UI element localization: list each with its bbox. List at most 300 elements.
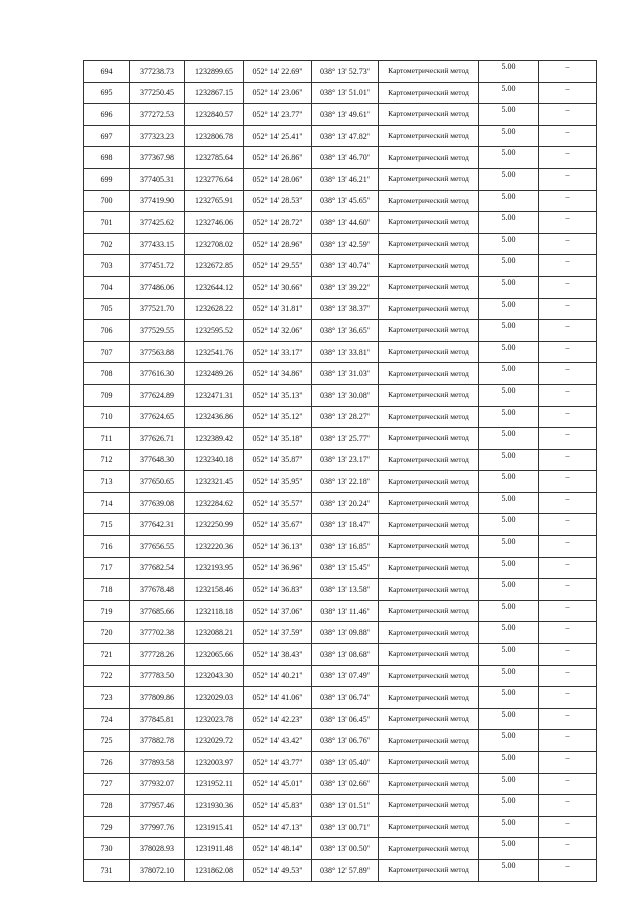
y-coordinate-cell: 1232867.15 bbox=[185, 82, 244, 104]
x-coordinate-cell: 377529.55 bbox=[130, 320, 185, 342]
accuracy-cell: 5.00 bbox=[479, 579, 539, 601]
y-coordinate-cell: 1232628.22 bbox=[185, 298, 244, 320]
method-cell: Картометрический метод bbox=[379, 449, 479, 471]
x-coordinate-cell: 377425.62 bbox=[130, 212, 185, 234]
accuracy-cell: 5.00 bbox=[479, 816, 539, 838]
table-row bbox=[84, 276, 597, 298]
note-cell: – bbox=[539, 320, 597, 342]
latitude-cell: 052° 14' 41.06" bbox=[244, 687, 312, 709]
note-cell: – bbox=[539, 276, 597, 298]
note-cell: – bbox=[539, 384, 597, 406]
x-coordinate-cell: 377323.23 bbox=[130, 125, 185, 147]
note-cell: – bbox=[539, 341, 597, 363]
x-coordinate-cell: 378028.93 bbox=[130, 838, 185, 860]
longitude-cell: 038° 13' 30.08" bbox=[312, 384, 379, 406]
accuracy-cell: 5.00 bbox=[479, 795, 539, 817]
method-cell: Картометрический метод bbox=[379, 708, 479, 730]
method-cell: Картометрический метод bbox=[379, 730, 479, 752]
note-cell: – bbox=[539, 104, 597, 126]
x-coordinate-cell: 378072.10 bbox=[130, 859, 185, 881]
y-coordinate-cell: 1231911.48 bbox=[185, 838, 244, 860]
method-cell: Картометрический метод bbox=[379, 168, 479, 190]
note-cell: – bbox=[539, 816, 597, 838]
accuracy-cell: 5.00 bbox=[479, 557, 539, 579]
longitude-cell: 038° 13' 01.51" bbox=[312, 795, 379, 817]
method-cell: Картометрический метод bbox=[379, 795, 479, 817]
table-row bbox=[84, 428, 597, 450]
note-cell: – bbox=[539, 449, 597, 471]
coordinates-table bbox=[83, 60, 597, 882]
note-cell: – bbox=[539, 708, 597, 730]
latitude-cell: 052° 14' 28.72" bbox=[244, 212, 312, 234]
longitude-cell: 038° 13' 52.73" bbox=[312, 61, 379, 83]
y-coordinate-cell: 1232489.26 bbox=[185, 363, 244, 385]
x-coordinate-cell: 377250.45 bbox=[130, 82, 185, 104]
method-cell: Картометрический метод bbox=[379, 212, 479, 234]
method-cell: Картометрический метод bbox=[379, 298, 479, 320]
x-coordinate-cell: 377616.30 bbox=[130, 363, 185, 385]
latitude-cell: 052° 14' 26.86" bbox=[244, 147, 312, 169]
point-number-cell: 711 bbox=[84, 428, 130, 450]
accuracy-cell: 5.00 bbox=[479, 341, 539, 363]
method-cell: Картометрический метод bbox=[379, 600, 479, 622]
table-row bbox=[84, 838, 597, 860]
x-coordinate-cell: 377957.46 bbox=[130, 795, 185, 817]
longitude-cell: 038° 13' 51.01" bbox=[312, 82, 379, 104]
accuracy-cell: 5.00 bbox=[479, 61, 539, 83]
x-coordinate-cell: 377656.55 bbox=[130, 536, 185, 558]
table-row bbox=[84, 168, 597, 190]
x-coordinate-cell: 377639.08 bbox=[130, 492, 185, 514]
table-row bbox=[84, 687, 597, 709]
y-coordinate-cell: 1232541.76 bbox=[185, 341, 244, 363]
accuracy-cell: 5.00 bbox=[479, 644, 539, 666]
table-row bbox=[84, 384, 597, 406]
longitude-cell: 038° 13' 36.65" bbox=[312, 320, 379, 342]
x-coordinate-cell: 377845.81 bbox=[130, 708, 185, 730]
point-number-cell: 728 bbox=[84, 795, 130, 817]
method-cell: Картометрический метод bbox=[379, 514, 479, 536]
accuracy-cell: 5.00 bbox=[479, 190, 539, 212]
method-cell: Картометрический метод bbox=[379, 82, 479, 104]
note-cell: – bbox=[539, 752, 597, 774]
latitude-cell: 052° 14' 36.96" bbox=[244, 557, 312, 579]
y-coordinate-cell: 1232043.30 bbox=[185, 665, 244, 687]
note-cell: – bbox=[539, 61, 597, 83]
longitude-cell: 038° 13' 25.77" bbox=[312, 428, 379, 450]
table-row bbox=[84, 363, 597, 385]
point-number-cell: 697 bbox=[84, 125, 130, 147]
note-cell: – bbox=[539, 492, 597, 514]
y-coordinate-cell: 1232746.06 bbox=[185, 212, 244, 234]
point-number-cell: 700 bbox=[84, 190, 130, 212]
table-row bbox=[84, 536, 597, 558]
longitude-cell: 038° 13' 20.24" bbox=[312, 492, 379, 514]
table-row bbox=[84, 622, 597, 644]
x-coordinate-cell: 377650.65 bbox=[130, 471, 185, 493]
longitude-cell: 038° 13' 39.22" bbox=[312, 276, 379, 298]
accuracy-cell: 5.00 bbox=[479, 708, 539, 730]
longitude-cell: 038° 13' 47.82" bbox=[312, 125, 379, 147]
longitude-cell: 038° 13' 42.59" bbox=[312, 233, 379, 255]
point-number-cell: 696 bbox=[84, 104, 130, 126]
accuracy-cell: 5.00 bbox=[479, 363, 539, 385]
longitude-cell: 038° 13' 23.17" bbox=[312, 449, 379, 471]
note-cell: – bbox=[539, 687, 597, 709]
method-cell: Картометрический метод bbox=[379, 320, 479, 342]
y-coordinate-cell: 1232389.42 bbox=[185, 428, 244, 450]
note-cell: – bbox=[539, 406, 597, 428]
longitude-cell: 038° 13' 45.65" bbox=[312, 190, 379, 212]
table-row bbox=[84, 406, 597, 428]
method-cell: Картометрический метод bbox=[379, 536, 479, 558]
accuracy-cell: 5.00 bbox=[479, 320, 539, 342]
point-number-cell: 703 bbox=[84, 255, 130, 277]
longitude-cell: 038° 13' 46.70" bbox=[312, 147, 379, 169]
latitude-cell: 052° 14' 45.01" bbox=[244, 773, 312, 795]
method-cell: Картометрический метод bbox=[379, 147, 479, 169]
note-cell: – bbox=[539, 428, 597, 450]
accuracy-cell: 5.00 bbox=[479, 168, 539, 190]
method-cell: Картометрический метод bbox=[379, 406, 479, 428]
table-row bbox=[84, 600, 597, 622]
method-cell: Картометрический метод bbox=[379, 255, 479, 277]
table-row bbox=[84, 644, 597, 666]
note-cell: – bbox=[539, 773, 597, 795]
table-row bbox=[84, 104, 597, 126]
point-number-cell: 709 bbox=[84, 384, 130, 406]
x-coordinate-cell: 377783.50 bbox=[130, 665, 185, 687]
note-cell: – bbox=[539, 471, 597, 493]
table-row bbox=[84, 82, 597, 104]
y-coordinate-cell: 1232672.85 bbox=[185, 255, 244, 277]
longitude-cell: 038° 13' 38.37" bbox=[312, 298, 379, 320]
note-cell: – bbox=[539, 579, 597, 601]
accuracy-cell: 5.00 bbox=[479, 147, 539, 169]
x-coordinate-cell: 377648.30 bbox=[130, 449, 185, 471]
latitude-cell: 052° 14' 35.13" bbox=[244, 384, 312, 406]
y-coordinate-cell: 1232785.64 bbox=[185, 147, 244, 169]
y-coordinate-cell: 1232284.62 bbox=[185, 492, 244, 514]
note-cell: – bbox=[539, 125, 597, 147]
table-row bbox=[84, 190, 597, 212]
accuracy-cell: 5.00 bbox=[479, 255, 539, 277]
method-cell: Картометрический метод bbox=[379, 859, 479, 881]
longitude-cell: 038° 13' 11.46" bbox=[312, 600, 379, 622]
latitude-cell: 052° 14' 34.86" bbox=[244, 363, 312, 385]
longitude-cell: 038° 13' 00.71" bbox=[312, 816, 379, 838]
point-number-cell: 721 bbox=[84, 644, 130, 666]
longitude-cell: 038° 13' 06.45" bbox=[312, 708, 379, 730]
latitude-cell: 052° 14' 47.13" bbox=[244, 816, 312, 838]
method-cell: Картометрический метод bbox=[379, 687, 479, 709]
accuracy-cell: 5.00 bbox=[479, 82, 539, 104]
point-number-cell: 694 bbox=[84, 61, 130, 83]
table-row bbox=[84, 773, 597, 795]
note-cell: – bbox=[539, 557, 597, 579]
method-cell: Картометрический метод bbox=[379, 104, 479, 126]
note-cell: – bbox=[539, 622, 597, 644]
method-cell: Картометрический метод bbox=[379, 492, 479, 514]
method-cell: Картометрический метод bbox=[379, 838, 479, 860]
note-cell: – bbox=[539, 212, 597, 234]
method-cell: Картометрический метод bbox=[379, 341, 479, 363]
table-body bbox=[84, 61, 597, 882]
note-cell: – bbox=[539, 168, 597, 190]
method-cell: Картометрический метод bbox=[379, 61, 479, 83]
y-coordinate-cell: 1232708.02 bbox=[185, 233, 244, 255]
latitude-cell: 052° 14' 35.18" bbox=[244, 428, 312, 450]
accuracy-cell: 5.00 bbox=[479, 730, 539, 752]
accuracy-cell: 5.00 bbox=[479, 471, 539, 493]
point-number-cell: 706 bbox=[84, 320, 130, 342]
y-coordinate-cell: 1232436.86 bbox=[185, 406, 244, 428]
longitude-cell: 038° 13' 40.74" bbox=[312, 255, 379, 277]
method-cell: Картометрический метод bbox=[379, 644, 479, 666]
longitude-cell: 038° 13' 13.58" bbox=[312, 579, 379, 601]
accuracy-cell: 5.00 bbox=[479, 298, 539, 320]
y-coordinate-cell: 1231930.36 bbox=[185, 795, 244, 817]
point-number-cell: 722 bbox=[84, 665, 130, 687]
table-row bbox=[84, 859, 597, 881]
note-cell: – bbox=[539, 600, 597, 622]
x-coordinate-cell: 377702.38 bbox=[130, 622, 185, 644]
method-cell: Картометрический метод bbox=[379, 557, 479, 579]
y-coordinate-cell: 1231915.41 bbox=[185, 816, 244, 838]
latitude-cell: 052° 14' 28.96" bbox=[244, 233, 312, 255]
method-cell: Картометрический метод bbox=[379, 622, 479, 644]
latitude-cell: 052° 14' 35.12" bbox=[244, 406, 312, 428]
note-cell: – bbox=[539, 363, 597, 385]
accuracy-cell: 5.00 bbox=[479, 687, 539, 709]
method-cell: Картометрический метод bbox=[379, 125, 479, 147]
longitude-cell: 038° 13' 49.61" bbox=[312, 104, 379, 126]
latitude-cell: 052° 14' 28.53" bbox=[244, 190, 312, 212]
note-cell: – bbox=[539, 82, 597, 104]
x-coordinate-cell: 377367.98 bbox=[130, 147, 185, 169]
method-cell: Картометрический метод bbox=[379, 428, 479, 450]
point-number-cell: 708 bbox=[84, 363, 130, 385]
accuracy-cell: 5.00 bbox=[479, 406, 539, 428]
point-number-cell: 723 bbox=[84, 687, 130, 709]
y-coordinate-cell: 1232840.57 bbox=[185, 104, 244, 126]
note-cell: – bbox=[539, 255, 597, 277]
method-cell: Картометрический метод bbox=[379, 363, 479, 385]
note-cell: – bbox=[539, 665, 597, 687]
x-coordinate-cell: 377405.31 bbox=[130, 168, 185, 190]
x-coordinate-cell: 377678.48 bbox=[130, 579, 185, 601]
latitude-cell: 052° 14' 37.59" bbox=[244, 622, 312, 644]
accuracy-cell: 5.00 bbox=[479, 233, 539, 255]
longitude-cell: 038° 13' 44.60" bbox=[312, 212, 379, 234]
latitude-cell: 052° 14' 35.67" bbox=[244, 514, 312, 536]
latitude-cell: 052° 14' 35.87" bbox=[244, 449, 312, 471]
method-cell: Картометрический метод bbox=[379, 190, 479, 212]
table-row bbox=[84, 514, 597, 536]
longitude-cell: 038° 13' 31.03" bbox=[312, 363, 379, 385]
longitude-cell: 038° 13' 15.45" bbox=[312, 557, 379, 579]
point-number-cell: 716 bbox=[84, 536, 130, 558]
y-coordinate-cell: 1232023.78 bbox=[185, 708, 244, 730]
note-cell: – bbox=[539, 859, 597, 881]
x-coordinate-cell: 377882.78 bbox=[130, 730, 185, 752]
x-coordinate-cell: 377809.86 bbox=[130, 687, 185, 709]
x-coordinate-cell: 377624.89 bbox=[130, 384, 185, 406]
y-coordinate-cell: 1232471.31 bbox=[185, 384, 244, 406]
y-coordinate-cell: 1232118.18 bbox=[185, 600, 244, 622]
method-cell: Картометрический метод bbox=[379, 773, 479, 795]
y-coordinate-cell: 1232765.91 bbox=[185, 190, 244, 212]
longitude-cell: 038° 12' 57.89" bbox=[312, 859, 379, 881]
point-number-cell: 713 bbox=[84, 471, 130, 493]
table-row bbox=[84, 233, 597, 255]
x-coordinate-cell: 377521.70 bbox=[130, 298, 185, 320]
longitude-cell: 038° 13' 33.81" bbox=[312, 341, 379, 363]
table-row bbox=[84, 752, 597, 774]
note-cell: – bbox=[539, 233, 597, 255]
accuracy-cell: 5.00 bbox=[479, 104, 539, 126]
latitude-cell: 052° 14' 38.43" bbox=[244, 644, 312, 666]
latitude-cell: 052° 14' 22.69" bbox=[244, 61, 312, 83]
accuracy-cell: 5.00 bbox=[479, 752, 539, 774]
x-coordinate-cell: 377932.07 bbox=[130, 773, 185, 795]
note-cell: – bbox=[539, 795, 597, 817]
latitude-cell: 052° 14' 33.17" bbox=[244, 341, 312, 363]
y-coordinate-cell: 1232806.78 bbox=[185, 125, 244, 147]
y-coordinate-cell: 1232193.95 bbox=[185, 557, 244, 579]
note-cell: – bbox=[539, 644, 597, 666]
longitude-cell: 038° 13' 18.47" bbox=[312, 514, 379, 536]
method-cell: Картометрический метод bbox=[379, 471, 479, 493]
longitude-cell: 038° 13' 05.40" bbox=[312, 752, 379, 774]
point-number-cell: 715 bbox=[84, 514, 130, 536]
point-number-cell: 712 bbox=[84, 449, 130, 471]
table-row bbox=[84, 579, 597, 601]
accuracy-cell: 5.00 bbox=[479, 492, 539, 514]
y-coordinate-cell: 1231862.08 bbox=[185, 859, 244, 881]
latitude-cell: 052° 14' 30.66" bbox=[244, 276, 312, 298]
y-coordinate-cell: 1232088.21 bbox=[185, 622, 244, 644]
y-coordinate-cell: 1232250.99 bbox=[185, 514, 244, 536]
x-coordinate-cell: 377238.73 bbox=[130, 61, 185, 83]
latitude-cell: 052° 14' 32.06" bbox=[244, 320, 312, 342]
note-cell: – bbox=[539, 190, 597, 212]
point-number-cell: 727 bbox=[84, 773, 130, 795]
point-number-cell: 710 bbox=[84, 406, 130, 428]
x-coordinate-cell: 377486.06 bbox=[130, 276, 185, 298]
point-number-cell: 698 bbox=[84, 147, 130, 169]
accuracy-cell: 5.00 bbox=[479, 449, 539, 471]
accuracy-cell: 5.00 bbox=[479, 838, 539, 860]
point-number-cell: 702 bbox=[84, 233, 130, 255]
y-coordinate-cell: 1232220.36 bbox=[185, 536, 244, 558]
point-number-cell: 730 bbox=[84, 838, 130, 860]
latitude-cell: 052° 14' 40.21" bbox=[244, 665, 312, 687]
table-row bbox=[84, 557, 597, 579]
longitude-cell: 038° 13' 06.74" bbox=[312, 687, 379, 709]
note-cell: – bbox=[539, 730, 597, 752]
longitude-cell: 038° 13' 02.66" bbox=[312, 773, 379, 795]
y-coordinate-cell: 1232776.64 bbox=[185, 168, 244, 190]
x-coordinate-cell: 377728.26 bbox=[130, 644, 185, 666]
latitude-cell: 052° 14' 42.23" bbox=[244, 708, 312, 730]
table-row bbox=[84, 449, 597, 471]
y-coordinate-cell: 1232595.52 bbox=[185, 320, 244, 342]
method-cell: Картометрический метод bbox=[379, 752, 479, 774]
x-coordinate-cell: 377563.88 bbox=[130, 341, 185, 363]
y-coordinate-cell: 1232003.97 bbox=[185, 752, 244, 774]
latitude-cell: 052° 14' 35.95" bbox=[244, 471, 312, 493]
table-row bbox=[84, 61, 597, 83]
method-cell: Картометрический метод bbox=[379, 384, 479, 406]
note-cell: – bbox=[539, 838, 597, 860]
accuracy-cell: 5.00 bbox=[479, 773, 539, 795]
longitude-cell: 038° 13' 08.68" bbox=[312, 644, 379, 666]
method-cell: Картометрический метод bbox=[379, 579, 479, 601]
longitude-cell: 038° 13' 22.18" bbox=[312, 471, 379, 493]
table-row bbox=[84, 665, 597, 687]
table-row bbox=[84, 125, 597, 147]
x-coordinate-cell: 377997.76 bbox=[130, 816, 185, 838]
table-row bbox=[84, 730, 597, 752]
longitude-cell: 038° 13' 06.76" bbox=[312, 730, 379, 752]
point-number-cell: 724 bbox=[84, 708, 130, 730]
latitude-cell: 052° 14' 45.83" bbox=[244, 795, 312, 817]
y-coordinate-cell: 1232340.18 bbox=[185, 449, 244, 471]
point-number-cell: 731 bbox=[84, 859, 130, 881]
point-number-cell: 725 bbox=[84, 730, 130, 752]
table-row bbox=[84, 255, 597, 277]
method-cell: Картометрический метод bbox=[379, 816, 479, 838]
x-coordinate-cell: 377642.31 bbox=[130, 514, 185, 536]
accuracy-cell: 5.00 bbox=[479, 665, 539, 687]
accuracy-cell: 5.00 bbox=[479, 536, 539, 558]
x-coordinate-cell: 377433.15 bbox=[130, 233, 185, 255]
accuracy-cell: 5.00 bbox=[479, 125, 539, 147]
y-coordinate-cell: 1232321.45 bbox=[185, 471, 244, 493]
point-number-cell: 695 bbox=[84, 82, 130, 104]
latitude-cell: 052° 14' 31.81" bbox=[244, 298, 312, 320]
method-cell: Картометрический метод bbox=[379, 276, 479, 298]
latitude-cell: 052° 14' 36.13" bbox=[244, 536, 312, 558]
note-cell: – bbox=[539, 536, 597, 558]
table-row bbox=[84, 471, 597, 493]
point-number-cell: 726 bbox=[84, 752, 130, 774]
table-row bbox=[84, 341, 597, 363]
latitude-cell: 052° 14' 43.77" bbox=[244, 752, 312, 774]
x-coordinate-cell: 377685.66 bbox=[130, 600, 185, 622]
longitude-cell: 038° 13' 46.21" bbox=[312, 168, 379, 190]
point-number-cell: 720 bbox=[84, 622, 130, 644]
latitude-cell: 052° 14' 36.83" bbox=[244, 579, 312, 601]
y-coordinate-cell: 1232029.03 bbox=[185, 687, 244, 709]
point-number-cell: 718 bbox=[84, 579, 130, 601]
point-number-cell: 729 bbox=[84, 816, 130, 838]
y-coordinate-cell: 1232029.72 bbox=[185, 730, 244, 752]
latitude-cell: 052° 14' 37.06" bbox=[244, 600, 312, 622]
y-coordinate-cell: 1232644.12 bbox=[185, 276, 244, 298]
y-coordinate-cell: 1232899.65 bbox=[185, 61, 244, 83]
latitude-cell: 052° 14' 49.53" bbox=[244, 859, 312, 881]
accuracy-cell: 5.00 bbox=[479, 212, 539, 234]
note-cell: – bbox=[539, 514, 597, 536]
accuracy-cell: 5.00 bbox=[479, 622, 539, 644]
point-number-cell: 714 bbox=[84, 492, 130, 514]
table-row bbox=[84, 492, 597, 514]
table-row bbox=[84, 816, 597, 838]
longitude-cell: 038° 13' 16.85" bbox=[312, 536, 379, 558]
point-number-cell: 707 bbox=[84, 341, 130, 363]
